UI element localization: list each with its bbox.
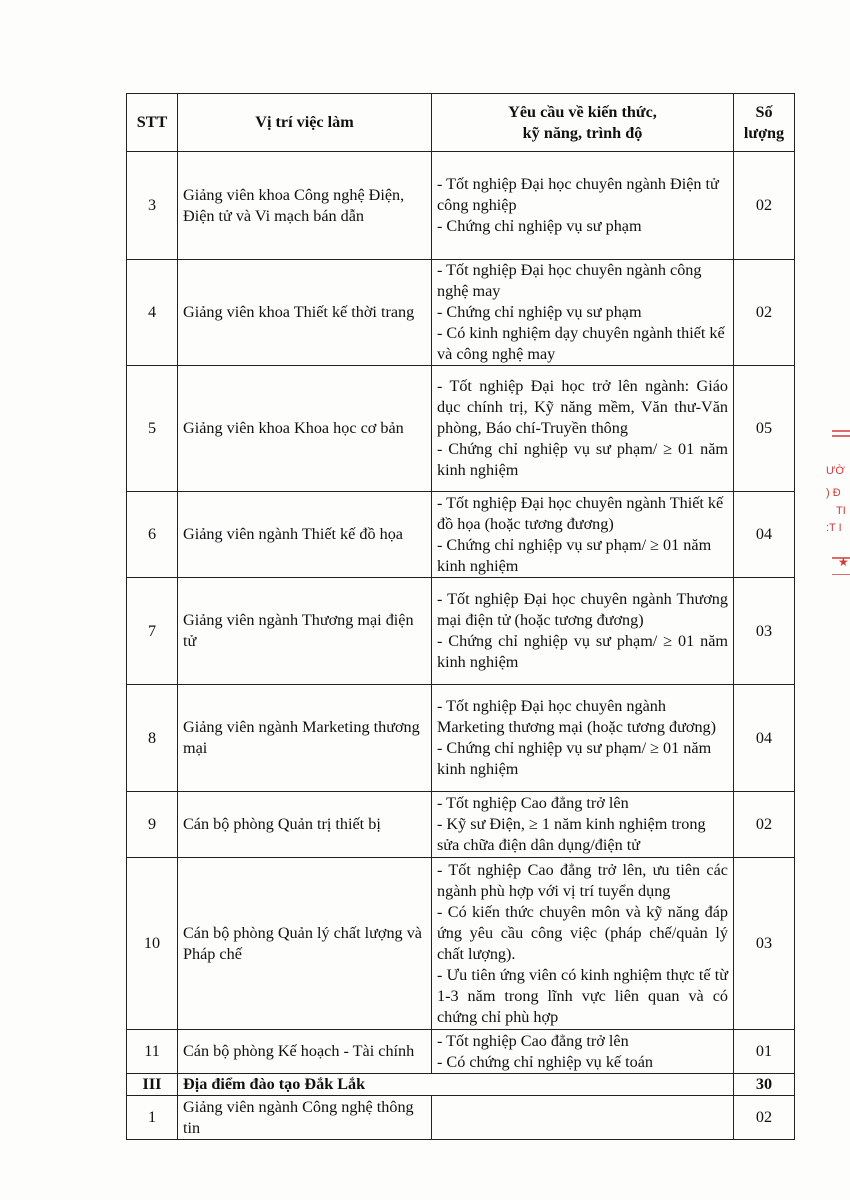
row-requirements-empty (432, 1096, 734, 1140)
requirement-line: - Tốt nghiệp Đại học chuyên ngành Marketing thương mại (hoặc tương đương) (437, 697, 717, 736)
stamp-lines (826, 425, 850, 575)
row-quantity: 02 (734, 1096, 795, 1140)
row-stt: 8 (127, 685, 178, 792)
row-position: Giảng viên khoa Công nghệ Điện, Điện tử và Vi mạch bán dẫn (178, 152, 432, 260)
stamp-text: ) Đ (826, 487, 841, 499)
row-position: Cán bộ phòng Quản trị thiết bị (178, 792, 432, 858)
row-position: Giảng viên khoa Khoa học cơ bản (178, 366, 432, 492)
stamp-text: ƯỜ (826, 465, 845, 477)
requirement-line: - Kỹ sư Điện, ≥ 1 năm kinh nghiệm trong sửa chữa điện dân dụng/điện tử (437, 815, 706, 854)
row-position: Giảng viên ngành Thiết kế đồ họa (178, 492, 432, 578)
row-requirements (432, 366, 734, 492)
table-row (127, 492, 795, 578)
requirement-line: - Chứng chỉ nghiệp vụ sư phạm/ ≥ 01 năm kinh nghiệm (437, 440, 728, 479)
section-stt: III (127, 1074, 178, 1096)
row-stt: 5 (127, 366, 178, 492)
stamp-text: TI (836, 505, 846, 517)
row-stt: 6 (127, 492, 178, 578)
red-stamp-fragment (826, 425, 850, 575)
stamp-text: :T I (826, 522, 842, 534)
row-position: Giảng viên khoa Thiết kế thời trang (178, 260, 432, 366)
table-header-row (127, 94, 795, 152)
row-position: Cán bộ phòng Kế hoạch - Tài chính (178, 1030, 432, 1074)
table-row (127, 792, 795, 858)
row-stt: 3 (127, 152, 178, 260)
row-position: Giảng viên ngành Công nghệ thông tin (178, 1096, 432, 1140)
row-quantity: 02 (734, 260, 795, 366)
row-stt: 11 (127, 1030, 178, 1074)
row-requirements (432, 152, 734, 260)
row-requirements (432, 858, 734, 1030)
header-stt: STT (127, 94, 178, 152)
requirement-line: - Chứng chỉ nghiệp vụ sư phạm (437, 303, 642, 321)
table-row (127, 1096, 795, 1140)
table-row (127, 260, 795, 366)
star-icon: ★ (838, 555, 849, 569)
table-row (127, 152, 795, 260)
requirement-line: - Chứng chỉ nghiệp vụ sư phạm/ ≥ 01 năm kinh nghiệm (437, 535, 712, 575)
requirement-line: - Có chứng chỉ nghiệp vụ kế toán (437, 1052, 654, 1071)
header-requirements: Yêu cầu về kiến thức, kỹ năng, trình độ (432, 94, 734, 152)
requirement-line: - Tốt nghiệp Đại học chuyên ngành Thiết kế đồ họa (hoặc tương đương) (437, 493, 724, 533)
row-requirements (432, 260, 734, 366)
requirement-line: - Tốt nghiệp Đại học chuyên ngành công nghệ may (437, 261, 702, 300)
row-requirements (432, 685, 734, 792)
table-row (127, 578, 795, 685)
table-row (127, 858, 795, 1030)
row-position: Cán bộ phòng Quản lý chất lượng và Pháp chế (178, 858, 432, 1030)
row-quantity: 02 (734, 152, 795, 260)
recruitment-table (126, 93, 795, 1140)
header-position: Vị trí việc làm (178, 94, 432, 152)
row-stt: 9 (127, 792, 178, 858)
requirement-line: - Tốt nghiệp Cao đẳng trở lên (437, 794, 629, 812)
row-position: Giảng viên ngành Marketing thương mại (178, 685, 432, 792)
row-quantity: 04 (734, 685, 795, 792)
requirement-line: - Tốt nghiệp Đại học trở lên ngành: Giáo dục chính trị, Kỹ năng mềm, Văn thư-Văn phòng, Báo chí-Truyền thông (437, 377, 728, 437)
requirement-line: - Tốt nghiệp Đại học chuyên ngành Thương mại điện tử (hoặc tương đương) (437, 590, 728, 629)
row-quantity: 02 (734, 792, 795, 858)
row-requirements (432, 792, 734, 858)
row-quantity: 03 (734, 858, 795, 1030)
row-requirements (432, 1030, 734, 1074)
section-row (127, 1074, 795, 1096)
requirement-line: - Tốt nghiệp Cao đẳng trở lên (437, 1031, 629, 1050)
requirement-line: - Chứng chỉ nghiệp vụ sư phạm/ ≥ 01 năm kinh nghiệm (437, 739, 712, 778)
requirement-line: - Có kiến thức chuyên môn và kỹ năng đáp ứng yêu cầu công việc (pháp chế/quản lý chất lượng). (437, 902, 728, 963)
row-quantity: 04 (734, 492, 795, 578)
row-stt: 10 (127, 858, 178, 1030)
table-row (127, 366, 795, 492)
table-row (127, 685, 795, 792)
row-requirements (432, 492, 734, 578)
header-quantity: Số lượng (734, 94, 795, 152)
row-quantity: 01 (734, 1030, 795, 1074)
row-position: Giảng viên ngành Thương mại điện tử (178, 578, 432, 685)
row-stt: 7 (127, 578, 178, 685)
row-stt: 4 (127, 260, 178, 366)
requirement-line: - Có kinh nghiệm dạy chuyên ngành thiết kế và công nghệ may (437, 324, 725, 363)
section-quantity: 30 (734, 1074, 795, 1096)
row-requirements (432, 578, 734, 685)
requirement-line: - Tốt nghiệp Đại học chuyên ngành Điện tử công nghiệp (437, 175, 719, 214)
requirement-line: - Chứng chỉ nghiệp vụ sư phạm/ ≥ 01 năm kinh nghiệm (437, 632, 728, 671)
row-quantity: 03 (734, 578, 795, 685)
requirement-line: - Tốt nghiệp Cao đẳng trở lên, ưu tiên các ngành phù hợp với vị trí tuyển dụng (437, 860, 728, 900)
requirement-line: - Chứng chỉ nghiệp vụ sư phạm (437, 217, 642, 235)
table-row (127, 1030, 795, 1074)
section-title: Địa điểm đào tạo Đắk Lắk (178, 1074, 734, 1096)
row-quantity: 05 (734, 366, 795, 492)
row-stt: 1 (127, 1096, 178, 1140)
requirement-line: - Ưu tiên ứng viên có kinh nghiệm thực tế từ 1-3 năm trong lĩnh vực liên quan và có chứng chỉ phù hợp (437, 965, 728, 1026)
